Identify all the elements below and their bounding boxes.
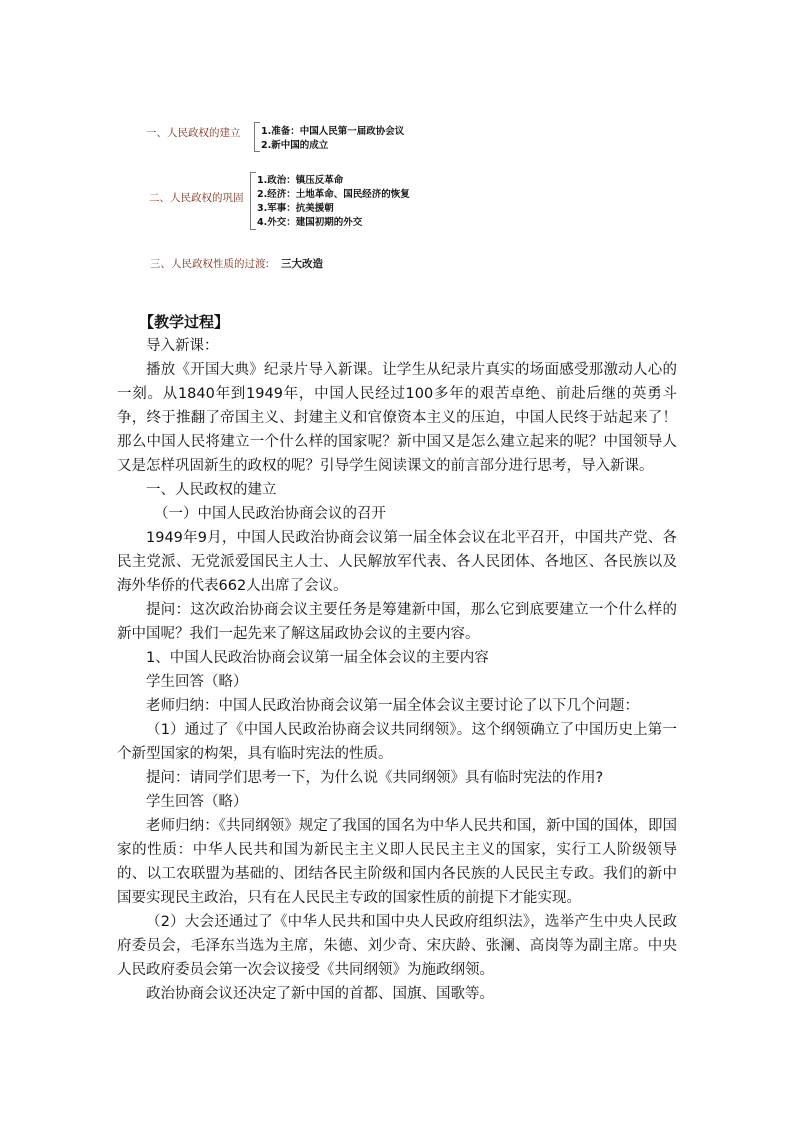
student-answer-2: 学生回答（略） xyxy=(146,794,248,810)
outline-section-3 xyxy=(150,256,323,271)
subheading-content: 1、中国人民政治协商会议第一届全体会议的主要内容 xyxy=(146,650,489,666)
outline-brace-1 xyxy=(254,122,260,152)
paragraph-cppcc-1949: 1949年9月，中国人民政治协商会议第一届全体会议在北平召开，中国共产党、各民主党派、无党派爱国民主人士、人民解放军代表、各人民团体、各地区、各民族以及海外华侨的代表662人出席了会议。 xyxy=(117,530,677,594)
outline-section-1-item-1: 1.准备：中国人民第一届政协会议 xyxy=(261,126,405,137)
question-1: 提问：这次政治协商会议主要任务是筹建新中国，那么它到底要建立一个什么样的新中国呢？我们一起先来了解这届政协会议的主要内容。 xyxy=(117,602,677,642)
closing-paragraph: 政治协商会议还决定了新中国的首都、国旗、国歌等。 xyxy=(146,986,494,1002)
point-2-government-law: （2）大会还通过了《中华人民共和国中央人民政府组织法》，选举产生中央人民政府委员会，毛泽东当选为主席，朱德、刘少奇、宋庆龄、张澜、高岗等为副主席。中央人民政府委员会第一次会议接受《共同纲领》为施政纲领。 xyxy=(117,914,677,978)
section-heading: 【教学过程】 xyxy=(139,313,230,331)
knowledge-outline-diagram xyxy=(140,110,440,280)
outline-section-2-item-3: 3.军事：抗美援朝 xyxy=(257,203,334,214)
outline-section-2-title: 二、人民政权的巩固 xyxy=(149,192,244,204)
outline-section-1-item-2: 2.新中国的成立 xyxy=(261,140,329,151)
outline-section-2-item-4: 4.外交：建国初期的外交 xyxy=(257,217,363,228)
student-answer-1: 学生回答（略） xyxy=(146,674,248,690)
outline-section-1-title: 一、人民政权的建立 xyxy=(146,127,241,139)
outline-section-3-title: 三、人民政权性质的过渡: xyxy=(150,258,270,270)
intro-paragraph: 播放《开国大典》纪录片导入新课。让学生从纪录片真实的场面感受那激动人心的一刻。从1840年到1949年，中国人民经过100多年的艰苦卓绝、前赴后继的英勇斗争，终于推翻了帝国主义、封建主义和官僚资本主义的压迫，中国人民终于站起来了！那么中国人民将建立一个什么样的国家呢？新中国又是怎么建立起来的呢？中国领导人又是怎样巩固新生的政权的呢？引导学生阅读课文的前言部分进行思考，导入新课。 xyxy=(117,362,677,474)
outline-brace-2 xyxy=(250,172,256,230)
outline-section-2-item-1: 1.政治：镇压反革命 xyxy=(257,175,344,186)
outline-section-2-item-2: 2.经济：土地革命、国民经济的恢复 xyxy=(257,189,410,200)
point-1-common-program: （1）通过了《中国人民政治协商会议共同纲领》。这个纲领确立了中国历史上第一个新型国家的构架，具有临时宪法的性质。 xyxy=(117,722,677,762)
question-2: 提问：请同学们思考一下，为什么说《共同纲领》具有临时宪法的作用? xyxy=(146,770,604,786)
teacher-summary-2: 老师归纳：《共同纲领》规定了我国的国名为中华人民共和国，新中国的国体，即国家的性质：中华人民共和国为新民主主义即人民民主主义的国家，实行工人阶级领导的、以工农联盟为基础的、团结各民主阶级和国内各民族的人民民主专政。我们的新中国要实现民主政治，只有在人民民主专政的国家性质的前提下才能实现。 xyxy=(117,818,677,906)
lesson-content xyxy=(117,310,677,1006)
teacher-summary-1: 老师归纳：中国人民政治协商会议第一届全体会议主要讨论了以下几个问题： xyxy=(146,698,639,714)
intro-label: 导入新课： xyxy=(146,338,219,354)
outline-section-3-detail: 三大改造 xyxy=(281,258,324,270)
subheading-1-1: （一）中国人民政治协商会议的召开 xyxy=(154,506,386,522)
subheading-1: 一、人民政权的建立 xyxy=(146,482,277,498)
